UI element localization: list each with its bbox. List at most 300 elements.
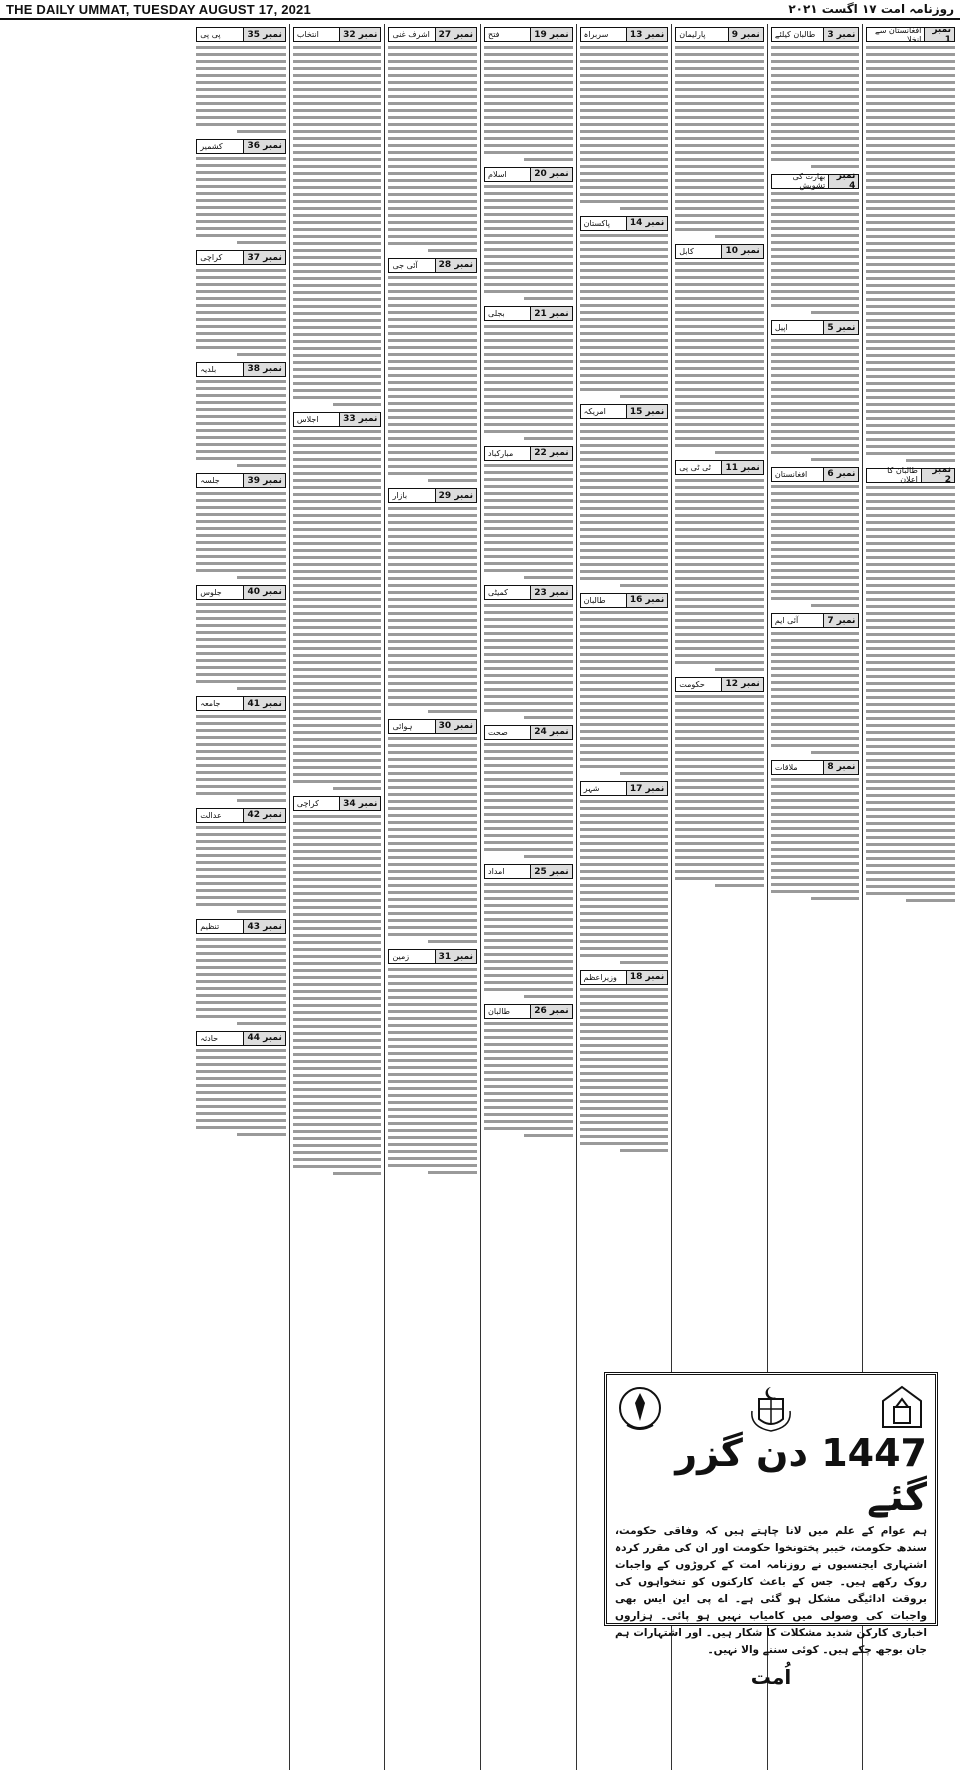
text-line	[237, 910, 286, 913]
text-line	[196, 67, 286, 70]
text-line	[771, 506, 860, 509]
text-line	[196, 171, 286, 174]
text-line	[388, 605, 477, 608]
text-line	[580, 95, 669, 98]
text-line	[484, 890, 573, 893]
text-line	[293, 347, 382, 350]
text-line	[580, 479, 669, 482]
text-line	[484, 841, 573, 844]
text-line	[484, 513, 573, 516]
text-line	[771, 283, 860, 286]
text-line	[237, 353, 286, 356]
section-title: کراچی	[200, 253, 223, 262]
text-line	[388, 193, 477, 196]
text-line	[675, 647, 764, 650]
text-line	[293, 605, 382, 608]
text-line	[675, 165, 764, 168]
news-section	[196, 362, 286, 468]
text-line	[293, 773, 382, 776]
text-line	[484, 632, 573, 635]
text-line	[866, 549, 955, 552]
text-line	[388, 563, 477, 566]
text-line	[196, 785, 286, 788]
text-line	[866, 738, 955, 741]
text-line	[580, 165, 669, 168]
text-line	[388, 1080, 477, 1083]
text-line	[196, 311, 286, 314]
news-section	[196, 250, 286, 356]
section-body-lines	[771, 192, 860, 314]
text-line	[484, 778, 573, 781]
news-section	[866, 465, 955, 903]
section-body-lines	[484, 325, 573, 440]
text-line	[388, 758, 477, 761]
text-line	[293, 207, 382, 210]
text-line	[484, 848, 573, 851]
section-title: طالبان	[583, 595, 606, 605]
text-line	[293, 549, 382, 552]
section-title: کشمیر	[200, 141, 223, 151]
text-line	[484, 374, 573, 377]
text-line	[484, 464, 573, 467]
text-line	[580, 1142, 669, 1145]
text-line	[866, 214, 955, 217]
text-line	[580, 179, 669, 182]
text-line	[293, 626, 382, 629]
text-line	[388, 367, 477, 370]
section-header	[580, 781, 669, 796]
text-line	[866, 326, 955, 329]
text-line	[771, 416, 860, 419]
text-line	[196, 95, 286, 98]
section-body-lines	[293, 430, 382, 790]
text-line	[675, 849, 764, 852]
text-line	[580, 493, 669, 496]
text-line	[484, 667, 573, 670]
text-line	[388, 1115, 477, 1118]
text-line	[293, 885, 382, 888]
text-line	[388, 828, 477, 831]
text-line	[866, 452, 955, 455]
text-line	[866, 752, 955, 755]
text-line	[388, 1157, 477, 1160]
text-line	[580, 758, 669, 761]
text-line	[866, 892, 955, 895]
text-line	[293, 682, 382, 685]
text-line	[484, 653, 573, 656]
text-line	[675, 626, 764, 629]
text-line	[580, 947, 669, 950]
text-line	[293, 577, 382, 580]
text-line	[388, 737, 477, 740]
text-line	[906, 899, 955, 902]
section-body-lines	[484, 743, 573, 858]
news-section	[196, 696, 286, 802]
text-line	[866, 305, 955, 308]
text-line	[484, 53, 573, 56]
text-line	[580, 863, 669, 866]
text-line	[866, 144, 955, 147]
text-line	[293, 291, 382, 294]
text-line	[293, 382, 382, 385]
text-line	[675, 486, 764, 489]
text-line	[388, 332, 477, 335]
text-line	[196, 1015, 286, 1018]
text-line	[866, 612, 955, 615]
section-number: نمبر 28	[435, 259, 476, 272]
text-line	[196, 666, 286, 669]
text-line	[771, 646, 860, 649]
text-line	[388, 542, 477, 545]
section-number: نمبر 26	[530, 1005, 571, 1018]
text-line	[388, 633, 477, 636]
section-number: نمبر 12	[721, 678, 762, 691]
text-line	[196, 192, 286, 195]
text-line	[196, 861, 286, 864]
text-line	[866, 46, 955, 49]
text-line	[771, 276, 860, 279]
text-line	[196, 318, 286, 321]
text-line	[484, 130, 573, 133]
text-line	[771, 144, 860, 147]
text-line	[293, 53, 382, 56]
text-line	[866, 521, 955, 524]
text-line	[580, 1030, 669, 1033]
text-line	[580, 88, 669, 91]
text-line	[196, 659, 286, 662]
section-title: آئی ایم	[774, 616, 799, 625]
text-line	[293, 507, 382, 510]
text-line	[196, 269, 286, 272]
text-line	[675, 109, 764, 112]
text-line	[388, 1143, 477, 1146]
text-line	[388, 779, 477, 782]
news-section	[771, 320, 860, 461]
text-line	[484, 192, 573, 195]
text-line	[580, 988, 669, 991]
section-title: سربراہ	[583, 30, 609, 39]
text-line	[388, 898, 477, 901]
text-line	[484, 618, 573, 621]
text-line	[771, 213, 860, 216]
text-line	[580, 437, 669, 440]
section-header	[484, 585, 573, 600]
section-body-lines	[771, 632, 860, 754]
text-line	[580, 186, 669, 189]
text-line	[388, 465, 477, 468]
text-line	[293, 116, 382, 119]
text-line	[388, 1031, 477, 1034]
section-header	[771, 613, 860, 628]
text-line	[388, 772, 477, 775]
text-line	[388, 318, 477, 321]
text-line	[388, 95, 477, 98]
text-line	[580, 1135, 669, 1138]
text-line	[675, 388, 764, 391]
text-line	[675, 437, 764, 440]
text-line	[428, 249, 477, 252]
text-line	[675, 402, 764, 405]
news-section	[388, 949, 477, 1174]
text-line	[293, 647, 382, 650]
text-line	[866, 158, 955, 161]
text-line	[293, 1116, 382, 1119]
text-line	[388, 1150, 477, 1153]
news-section	[675, 677, 764, 888]
section-number: نمبر 30	[435, 720, 476, 733]
section-body-lines	[196, 938, 286, 1025]
section-number: نمبر 3	[823, 28, 858, 41]
section-number: نمبر 7	[823, 614, 858, 627]
text-line	[196, 826, 286, 829]
text-line	[580, 646, 669, 649]
section-body-lines	[675, 46, 764, 238]
text-line	[388, 1024, 477, 1027]
text-line	[388, 339, 477, 342]
section-header	[484, 446, 573, 461]
text-line	[866, 493, 955, 496]
text-line	[388, 891, 477, 894]
text-line	[293, 1081, 382, 1084]
text-line	[524, 716, 573, 719]
text-line	[388, 472, 477, 475]
section-body-lines	[771, 339, 860, 461]
text-line	[293, 913, 382, 916]
text-line	[388, 591, 477, 594]
text-line	[388, 409, 477, 412]
section-title: انتخاب	[296, 30, 319, 39]
text-line	[580, 660, 669, 663]
section-number: نمبر 35	[243, 28, 284, 41]
text-line	[866, 640, 955, 643]
text-line	[866, 109, 955, 112]
text-line	[388, 1101, 477, 1104]
text-line	[580, 388, 669, 391]
text-line	[388, 1136, 477, 1139]
text-line	[388, 835, 477, 838]
text-line	[484, 911, 573, 914]
text-line	[580, 877, 669, 880]
section-body-lines	[196, 603, 286, 690]
news-section	[196, 585, 286, 691]
news-section	[580, 216, 669, 399]
text-line	[580, 1093, 669, 1096]
section-body-lines	[293, 46, 382, 406]
text-line	[196, 903, 286, 906]
text-line	[580, 849, 669, 852]
text-line	[580, 444, 669, 447]
text-line	[675, 619, 764, 622]
text-line	[484, 757, 573, 760]
text-line	[388, 751, 477, 754]
text-line	[811, 897, 860, 900]
text-line	[771, 869, 860, 872]
text-line	[771, 304, 860, 307]
text-line	[484, 332, 573, 335]
text-line	[675, 353, 764, 356]
text-line	[484, 534, 573, 537]
section-title: افغانستان	[774, 469, 808, 479]
text-line	[675, 716, 764, 719]
text-line	[293, 158, 382, 161]
section-header	[196, 1031, 286, 1046]
text-line	[196, 457, 286, 460]
text-line	[675, 318, 764, 321]
text-line	[580, 835, 669, 838]
text-line	[580, 898, 669, 901]
text-line	[293, 584, 382, 587]
text-line	[388, 800, 477, 803]
text-line	[771, 402, 860, 405]
text-line	[580, 46, 669, 49]
text-line	[388, 933, 477, 936]
text-line	[293, 983, 382, 986]
text-line	[196, 290, 286, 293]
text-line	[293, 1039, 382, 1042]
text-line	[293, 899, 382, 902]
text-line	[675, 654, 764, 657]
text-line	[771, 102, 860, 105]
text-line	[866, 808, 955, 811]
text-line	[771, 492, 860, 495]
text-line	[866, 626, 955, 629]
text-line	[675, 409, 764, 412]
text-line	[293, 990, 382, 993]
section-title: افغانستان سے انخلا	[875, 25, 922, 44]
text-line	[675, 60, 764, 63]
text-line	[866, 284, 955, 287]
text-line	[484, 548, 573, 551]
text-line	[771, 862, 860, 865]
text-line	[293, 843, 382, 846]
text-line	[388, 374, 477, 377]
text-line	[388, 109, 477, 112]
text-line	[196, 743, 286, 746]
section-title: ٹی ٹی پی	[679, 463, 711, 472]
text-line	[196, 213, 286, 216]
text-line	[484, 1043, 573, 1046]
text-line	[866, 270, 955, 273]
text-line	[675, 695, 764, 698]
text-line	[771, 590, 860, 593]
text-line	[866, 340, 955, 343]
text-line	[675, 172, 764, 175]
text-line	[196, 673, 286, 676]
text-line	[196, 74, 286, 77]
text-line	[771, 841, 860, 844]
text-line	[675, 514, 764, 517]
text-line	[580, 81, 669, 84]
text-line	[484, 674, 573, 677]
section-title: فتح	[488, 30, 500, 39]
text-line	[675, 772, 764, 775]
text-line	[388, 214, 477, 217]
text-line	[388, 179, 477, 182]
text-line	[675, 221, 764, 224]
text-line	[484, 806, 573, 809]
text-line	[771, 548, 860, 551]
masthead-urdu: روزنامہ امت ۱۷ اگست ۲۰۲۱	[788, 2, 954, 16]
section-header	[484, 864, 573, 879]
section-number: نمبر 8	[823, 761, 858, 774]
text-line	[484, 471, 573, 474]
text-line	[196, 541, 286, 544]
text-line	[866, 780, 955, 783]
text-line	[484, 102, 573, 105]
section-body-lines	[580, 423, 669, 587]
text-line	[388, 451, 477, 454]
section-body-lines	[196, 46, 286, 133]
text-line	[293, 67, 382, 70]
section-title: جامعہ	[200, 699, 221, 708]
text-line	[196, 1063, 286, 1066]
section-body-lines	[484, 883, 573, 998]
text-line	[866, 347, 955, 350]
section-title: امریکہ	[583, 407, 606, 416]
text-line	[196, 966, 286, 969]
text-line	[580, 367, 669, 370]
text-line	[293, 472, 382, 475]
text-line	[675, 835, 764, 838]
text-line	[580, 653, 669, 656]
section-title: طالبان کیلئے	[774, 30, 816, 39]
text-line	[196, 1077, 286, 1080]
section-title: بجلی	[488, 309, 505, 318]
text-line	[293, 458, 382, 461]
text-line	[580, 632, 669, 635]
text-line	[484, 269, 573, 272]
text-line	[771, 883, 860, 886]
text-line	[388, 612, 477, 615]
text-line	[388, 647, 477, 650]
text-line	[675, 521, 764, 524]
text-line	[293, 277, 382, 280]
text-line	[196, 394, 286, 397]
text-line	[771, 702, 860, 705]
section-number: نمبر 17	[626, 782, 667, 795]
text-line	[620, 961, 669, 964]
text-line	[196, 276, 286, 279]
text-line	[675, 325, 764, 328]
text-line	[580, 1016, 669, 1019]
text-line	[580, 318, 669, 321]
text-line	[293, 263, 382, 266]
text-line	[484, 967, 573, 970]
section-header	[293, 412, 382, 427]
text-line	[484, 1022, 573, 1025]
text-line	[388, 116, 477, 119]
section-number: نمبر 42	[243, 809, 284, 822]
text-line	[675, 633, 764, 636]
section-body-lines	[388, 737, 477, 943]
text-line	[771, 709, 860, 712]
section-title: کمیٹی	[488, 588, 508, 597]
text-line	[866, 871, 955, 874]
text-line	[484, 932, 573, 935]
text-line	[580, 423, 669, 426]
masthead	[0, 0, 960, 20]
text-line	[293, 857, 382, 860]
text-line	[771, 297, 860, 300]
text-line	[484, 981, 573, 984]
text-line	[484, 792, 573, 795]
text-line	[580, 954, 669, 957]
text-line	[811, 458, 860, 461]
section-number: نمبر 10	[721, 245, 762, 258]
text-line	[771, 562, 860, 565]
text-line	[484, 116, 573, 119]
section-number: نمبر 40	[243, 586, 284, 599]
